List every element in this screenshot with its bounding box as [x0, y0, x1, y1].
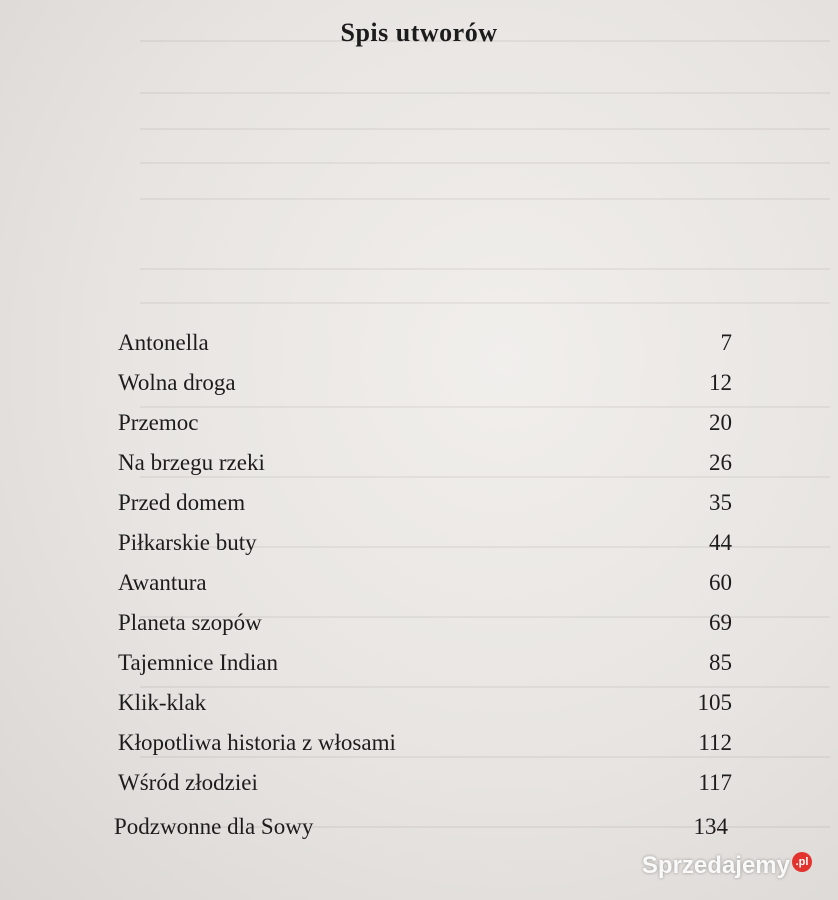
toc-entry-title: Wolna droga	[118, 370, 236, 395]
toc-entry-title: Przemoc	[118, 410, 199, 435]
toc-leader-dots	[277, 448, 695, 482]
toc-entry	[118, 726, 738, 760]
toc-leader-dots	[274, 608, 695, 642]
toc-leader-dots	[221, 328, 706, 362]
toc-leader-dots	[257, 488, 695, 522]
toc-leader-dots	[290, 648, 695, 682]
toc-entry	[118, 326, 738, 360]
toc-entry	[118, 446, 738, 480]
toc-entry-title: Planeta szopów	[118, 610, 262, 635]
toc-entry-page: 105	[697, 690, 732, 715]
toc-entry	[118, 526, 738, 560]
toc-entry-title: Antonella	[118, 330, 209, 355]
toc-entry-page: 44	[709, 530, 732, 555]
toc-leader-dots	[218, 688, 683, 722]
toc-entry	[118, 566, 738, 600]
toc-entry-title: Na brzegu rzeki	[118, 450, 265, 475]
toc-entry	[118, 766, 738, 800]
toc-entry-title: Piłkarskie buty	[118, 530, 257, 555]
toc-entry-page: 117	[698, 770, 732, 795]
toc-entry-page: 112	[698, 730, 732, 755]
toc-entry-title: Kłopotliwa historia z włosami	[118, 730, 396, 755]
toc-leader-dots	[408, 728, 684, 762]
toc-leader-dots	[210, 408, 695, 442]
toc-entry-page: 60	[709, 570, 732, 595]
toc-entry-title: Podzwonne dla Sowy	[114, 814, 314, 839]
page-title: Spis utworów	[340, 18, 498, 47]
watermark-badge: .pl	[792, 852, 812, 872]
sprzedajemy-watermark	[642, 852, 812, 880]
toc-entry	[118, 686, 738, 720]
toc-entry-page: 26	[709, 450, 732, 475]
toc-entry-page: 7	[720, 330, 732, 355]
toc-entry-page: 35	[709, 490, 732, 515]
toc-entry	[118, 366, 738, 400]
toc-entry-title: Awantura	[118, 570, 207, 595]
toc-leader-dots	[248, 368, 695, 402]
toc-entry-page: 134	[693, 814, 728, 839]
toc-entry	[118, 406, 738, 440]
toc-entry	[118, 486, 738, 520]
toc-entry-page: 85	[709, 650, 732, 675]
toc-entry-title: Tajemnice Indian	[118, 650, 278, 675]
toc-entry	[118, 606, 738, 640]
toc-entry-page: 20	[709, 410, 732, 435]
toc-entry-title: Wśród złodziei	[118, 770, 258, 795]
toc-entry	[118, 646, 738, 680]
toc-entry	[114, 810, 734, 844]
toc-leader-dots	[325, 812, 679, 846]
toc-leader-dots	[269, 528, 695, 562]
toc-entry-page: 12	[709, 370, 732, 395]
toc-leader-dots	[270, 768, 684, 802]
watermark-text: Sprzedajemy	[641, 852, 790, 879]
toc-leader-dots	[219, 568, 695, 602]
toc-entry-title: Przed domem	[118, 490, 246, 515]
toc-entry-title: Klik-klak	[118, 690, 207, 715]
toc-entry-page: 69	[709, 610, 732, 635]
